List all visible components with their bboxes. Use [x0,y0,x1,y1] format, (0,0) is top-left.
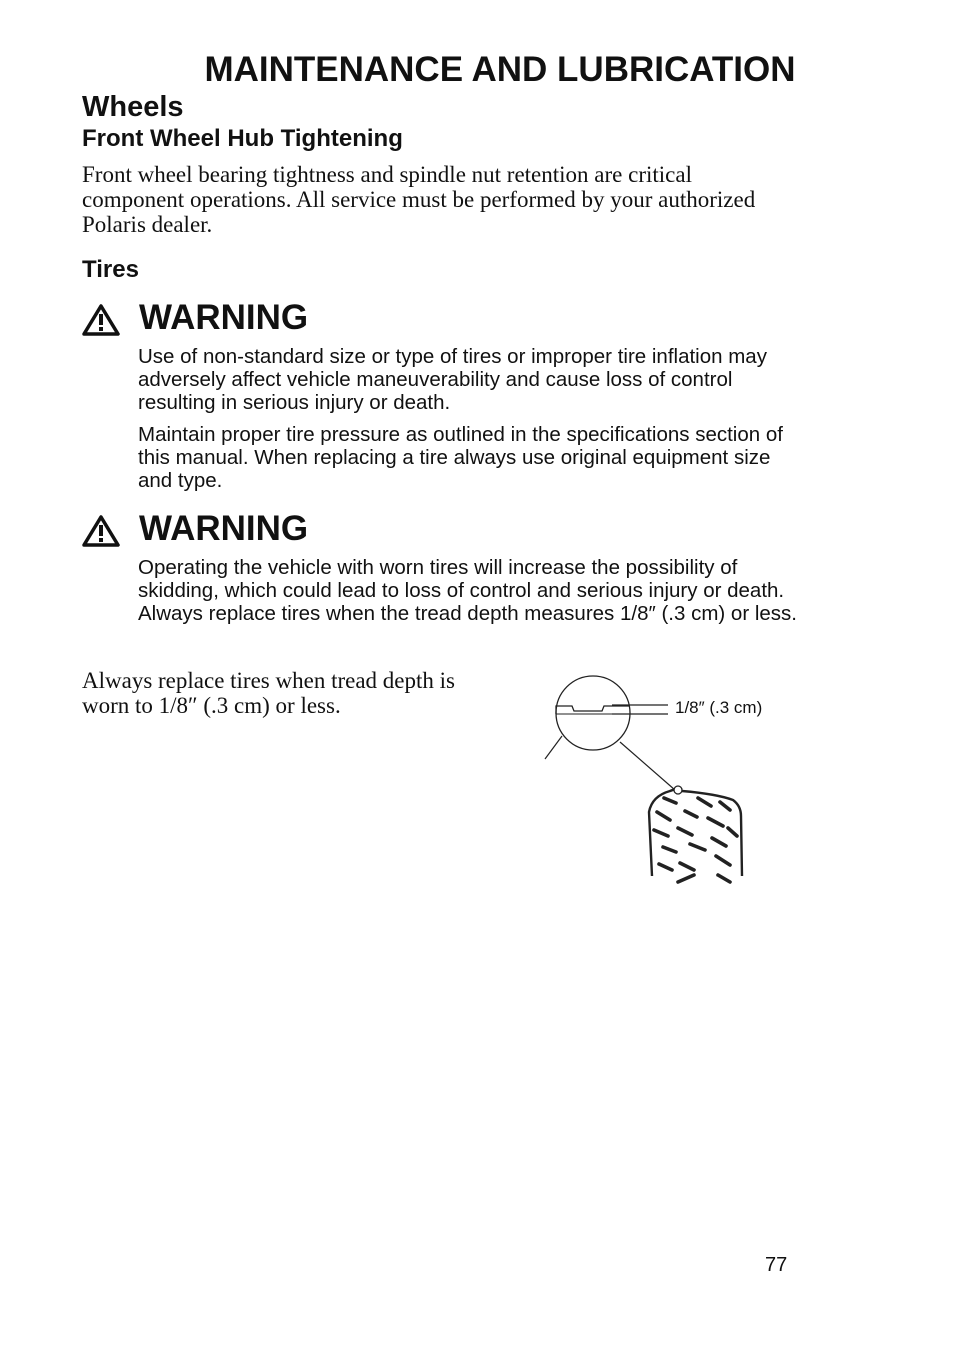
warning-1-paragraph-2: Maintain proper tire pressure as outlined in the specifications section of this manual. When replacing a tire always use original equipment size and type. [138,423,783,492]
section-title-wheels: Wheels [82,91,184,123]
warning-triangle-icon [82,515,120,547]
hub-paragraph: Front wheel bearing tightness and spindle nut retention are critical component operations. All service must be performed by your authorized Polaris dealer. [82,162,756,237]
tread-depth-label: 1/8″ (.3 cm) [675,698,763,717]
page-number: 77 [765,1254,788,1276]
subsection-title-tires: Tires [82,256,139,283]
replace-tires-paragraph: Always replace tires when tread depth is worn to 1/8″ (.3 cm) or less. [82,668,455,718]
warning-label: WARNING [139,298,309,337]
warning-2-paragraph: Operating the vehicle with worn tires will increase the possibility of skidding, which could lead to loss of control and serious injury or death. Always replace tires when the tread depth measures 1/8″ (.3 cm) or less. [138,556,797,625]
page-title: MAINTENANCE AND LUBRICATION [204,50,796,89]
warning-triangle-icon [82,304,120,336]
warning-1-paragraph-1: Use of non-standard size or type of tires or improper tire inflation may adversely affect vehicle maneuverability and cause loss of control resulting in serious injury or death. [138,345,767,414]
warning-label: WARNING [139,509,309,548]
subsection-title-front-wheel-hub: Front Wheel Hub Tightening [82,125,403,152]
